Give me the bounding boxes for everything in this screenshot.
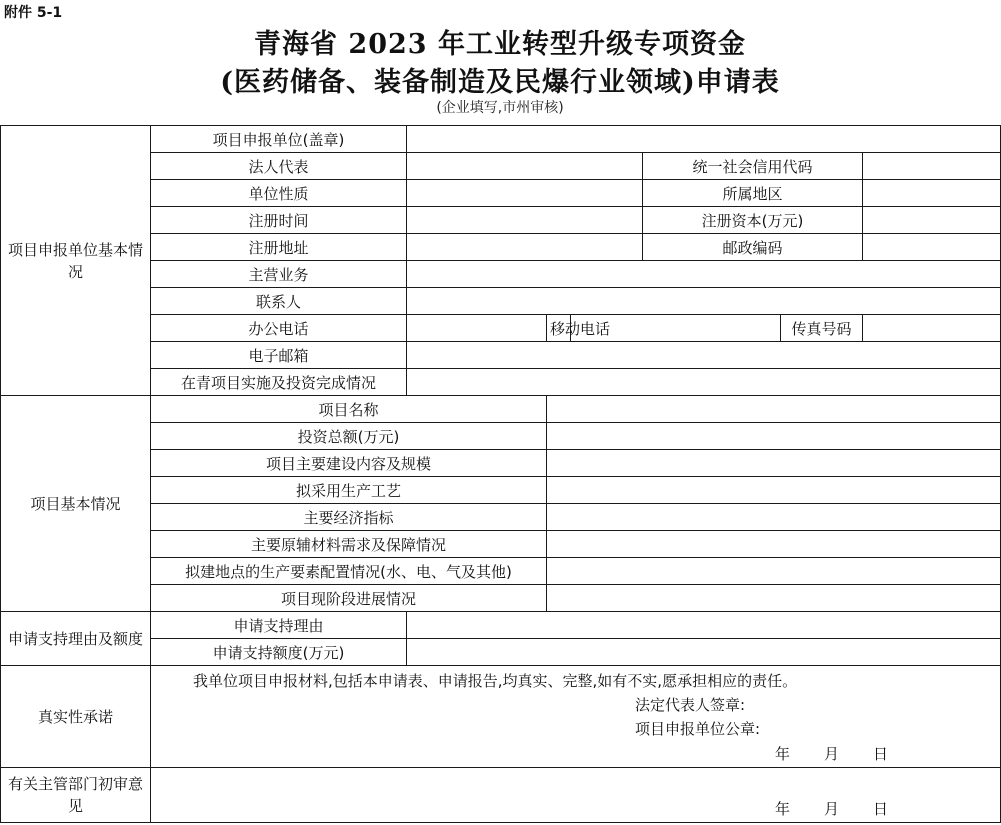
project-row-field[interactable]	[547, 585, 1001, 612]
fax-field[interactable]	[863, 315, 1001, 342]
credit-code-field[interactable]	[863, 153, 1001, 180]
main-business-label: 主营业务	[151, 261, 407, 288]
legal-sign-label: 法定代表人签章:	[635, 696, 746, 714]
application-form-table	[0, 125, 1001, 823]
support-reason-label: 申请支持理由	[151, 612, 407, 639]
project-row-label: 主要经济指标	[151, 504, 547, 531]
email-field[interactable]	[407, 342, 1001, 369]
project-row-label: 项目现阶段进展情况	[151, 585, 547, 612]
project-row-label: 项目主要建设内容及规模	[151, 450, 547, 477]
reg-date-label: 注册时间	[151, 207, 407, 234]
reg-date-field[interactable]	[407, 207, 643, 234]
project-row-label: 拟采用生产工艺	[151, 477, 547, 504]
legal-rep-label: 法人代表	[151, 153, 407, 180]
support-amount-label: 申请支持额度(万元)	[151, 639, 407, 666]
postcode-label: 邮政编码	[643, 234, 863, 261]
section-review-label: 有关主管部门初审意见	[1, 768, 151, 823]
project-row-field[interactable]	[547, 558, 1001, 585]
unit-name-label: 项目申报单位(盖章)	[151, 126, 407, 153]
promise-cell	[151, 666, 1001, 768]
project-row-field[interactable]	[547, 396, 1001, 423]
project-row-field[interactable]	[547, 423, 1001, 450]
reg-capital-label: 注册资本(万元)	[643, 207, 863, 234]
unit-type-field[interactable]	[407, 180, 643, 207]
project-row-field[interactable]	[547, 504, 1001, 531]
contact-field[interactable]	[407, 288, 1001, 315]
unit-name-field[interactable]	[407, 126, 1001, 153]
project-row-field[interactable]	[547, 450, 1001, 477]
office-phone-field[interactable]	[407, 315, 547, 342]
region-field[interactable]	[863, 180, 1001, 207]
unit-seal-label: 项目申报单位公章:	[635, 720, 761, 738]
support-reason-field[interactable]	[407, 612, 1001, 639]
qh-projects-field[interactable]	[407, 369, 1001, 396]
month-label: 月	[824, 800, 840, 818]
month-label: 月	[824, 745, 840, 763]
day-label: 日	[873, 800, 889, 818]
promise-date	[775, 743, 888, 764]
region-label: 所属地区	[643, 180, 863, 207]
project-row-label: 主要原辅材料需求及保障情况	[151, 531, 547, 558]
year-label: 年	[775, 800, 791, 818]
mobile-label: 移动电话	[547, 315, 571, 342]
reg-capital-field[interactable]	[863, 207, 1001, 234]
project-row-field[interactable]	[547, 477, 1001, 504]
email-label: 电子邮箱	[151, 342, 407, 369]
project-row-label: 投资总额(万元)	[151, 423, 547, 450]
legal-rep-field[interactable]	[407, 153, 643, 180]
reg-address-field[interactable]	[407, 234, 643, 261]
form-subtitle: (企业填写,市州审核)	[436, 100, 564, 116]
form-title-line1: 青海省 2023 年工业转型升级专项资金	[254, 29, 746, 60]
support-amount-field[interactable]	[407, 639, 1001, 666]
form-title-line2: (医药储备、装备制造及民爆行业领域)申请表	[220, 67, 780, 98]
credit-code-label: 统一社会信用代码	[643, 153, 863, 180]
project-row-field[interactable]	[547, 531, 1001, 558]
day-label: 日	[873, 745, 889, 763]
project-row-label: 拟建地点的生产要素配置情况(水、电、气及其他)	[151, 558, 547, 585]
main-business-field[interactable]	[407, 261, 1001, 288]
section-project-info-label: 项目基本情况	[1, 396, 151, 612]
fax-label: 传真号码	[781, 315, 863, 342]
postcode-field[interactable]	[863, 234, 1001, 261]
section-support-label: 申请支持理由及额度	[1, 612, 151, 666]
contact-label: 联系人	[151, 288, 407, 315]
unit-type-label: 单位性质	[151, 180, 407, 207]
office-phone-label: 办公电话	[151, 315, 407, 342]
qh-projects-label: 在青项目实施及投资完成情况	[151, 369, 407, 396]
review-date	[775, 798, 888, 819]
promise-statement: 我单位项目申报材料,包括本申请表、申请报告,均真实、完整,如有不实,愿承担相应的责任。	[193, 672, 798, 690]
reg-address-label: 注册地址	[151, 234, 407, 261]
section-unit-info-label: 项目申报单位基本情况	[1, 126, 151, 396]
annex-label: 附件 5-1	[4, 5, 63, 21]
section-promise-label: 真实性承诺	[1, 666, 151, 768]
project-row-label: 项目名称	[151, 396, 547, 423]
year-label: 年	[775, 745, 791, 763]
review-opinion-field[interactable]	[151, 768, 1001, 823]
